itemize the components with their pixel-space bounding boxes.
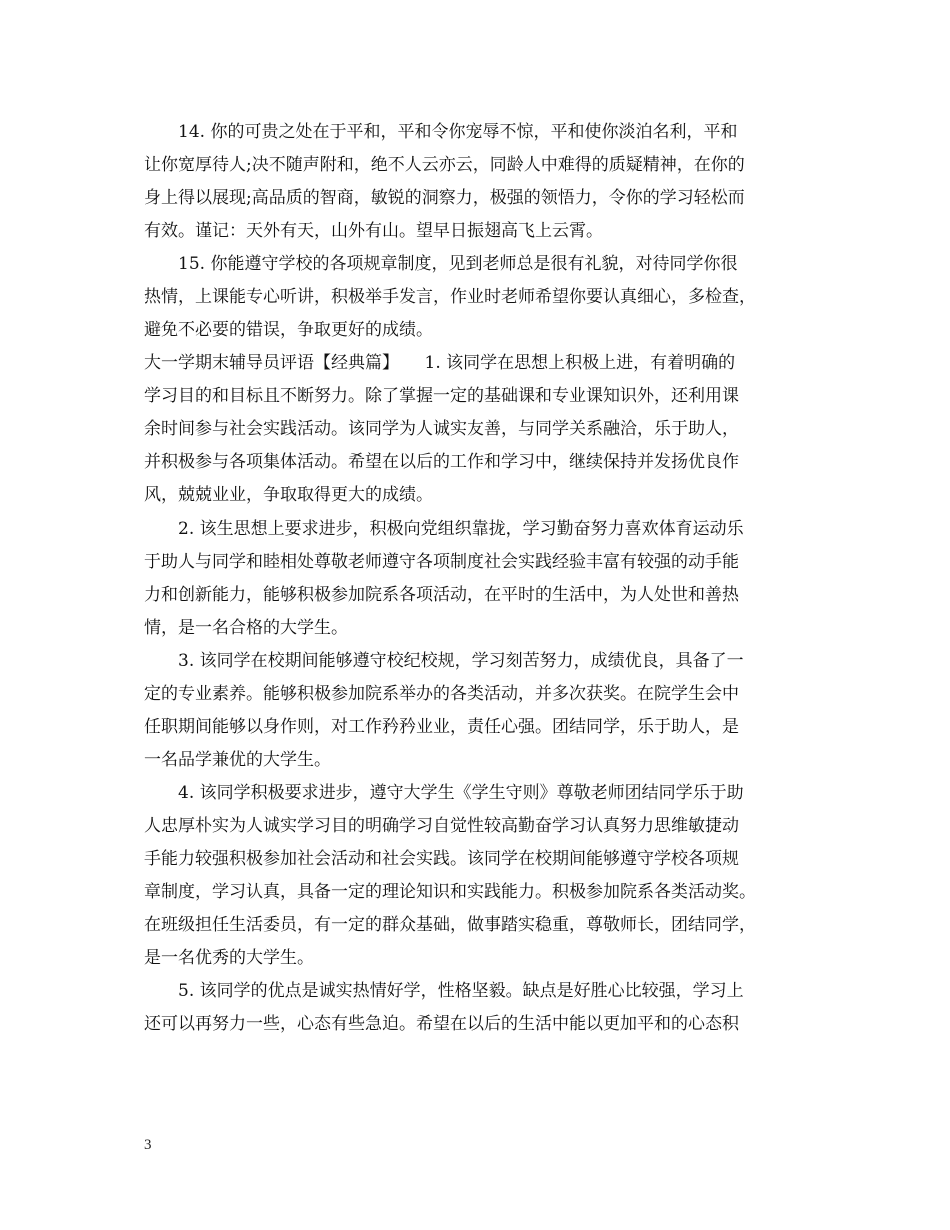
text-line: 于助人与同学和睦相处尊敬老师遵守各项制度社会实践经验丰富有较强的动手能	[144, 552, 739, 572]
text-line: 4. 该同学积极要求进步，遵守大学生《学生守则》尊敬老师团结同学乐于助	[178, 783, 744, 803]
text-line: 在班级担任生活委员，有一定的群众基础，做事踏实稳重，尊敬师长，团结同学，	[144, 915, 756, 935]
text-line: 人忠厚朴实为人诚实学习目的明确学习自觉性较高勤奋学习认真努力思维敏捷动	[144, 816, 739, 836]
text-line: 15. 你能遵守学校的各项规章制度，见到老师总是很有礼貌，对待同学你很	[178, 254, 738, 274]
text-line: 力和创新能力，能够积极参加院系各项活动，在平时的生活中，为人处世和善热	[144, 585, 739, 605]
text-line: 一名品学兼优的大学生。	[144, 750, 331, 770]
text-line: 情，是一名合格的大学生。	[144, 618, 348, 638]
text-line: 学习目的和目标且不断努力。除了掌握一定的基础课和专业课知识外，还利用课	[144, 386, 739, 406]
text-line: 14. 你的可贵之处在于平和，平和令你宠辱不惊，平和使你淡泊名利，平和	[178, 122, 738, 142]
text-line: 有效。谨记：天外有天，山外有山。望早日振翅高飞上云霄。	[144, 221, 603, 241]
page-number: 3	[144, 1137, 152, 1153]
text-line: 5. 该同学的优点是诚实热情好学，性格坚毅。缺点是好胜心比较强，学习上	[178, 981, 744, 1001]
text-line: 身上得以展现;高品质的智商，敏锐的洞察力，极强的领悟力，令你的学习轻松而	[144, 188, 745, 208]
text-line: 手能力较强积极参加社会活动和社会实践。该同学在校期间能够遵守学校各项规	[144, 849, 739, 869]
text-line: 3. 该同学在校期间能够遵守校纪校规，学习刻苦努力，成绩优良，具备了一	[178, 651, 744, 671]
text-line: 任职期间能够以身作则，对工作矜矜业业，责任心强。团结同学，乐于助人，是	[144, 717, 739, 737]
section-heading-line: 大一学期末辅导员评语【经典篇】 1. 该同学在思想上积极上进，有着明确的	[144, 353, 736, 373]
text-line: 2. 该生思想上要求进步，积极向党组织靠拢，学习勤奋努力喜欢体育运动乐	[178, 519, 744, 539]
text-line: 定的专业素养。能够积极参加院系举办的各类活动，并多次获奖。在院学生会中	[144, 684, 739, 704]
text-line: 余时间参与社会实践活动。该同学为人诚实友善，与同学关系融洽，乐于助人，	[144, 419, 739, 439]
text-line: 章制度，学习认真，具备一定的理论知识和实践能力。积极参加院系各类活动奖。	[144, 882, 756, 902]
text-line: 热情，上课能专心听讲，积极举手发言，作业时老师希望你要认真细心，多检查，	[144, 287, 756, 307]
text-line: 是一名优秀的大学生。	[144, 948, 314, 968]
text-line: 并积极参与各项集体活动。希望在以后的工作和学习中，继续保持并发扬优良作	[144, 452, 739, 472]
text-line: 避免不必要的错误，争取更好的成绩。	[144, 320, 433, 340]
text-line: 还可以再努力一些，心态有些急迫。希望在以后的生活中能以更加平和的心态积	[144, 1014, 739, 1034]
text-line: 让你宽厚待人;决不随声附和，绝不人云亦云，同龄人中难得的质疑精神，在你的	[144, 155, 745, 175]
text-line: 风，兢兢业业，争取取得更大的成绩。	[144, 485, 433, 505]
